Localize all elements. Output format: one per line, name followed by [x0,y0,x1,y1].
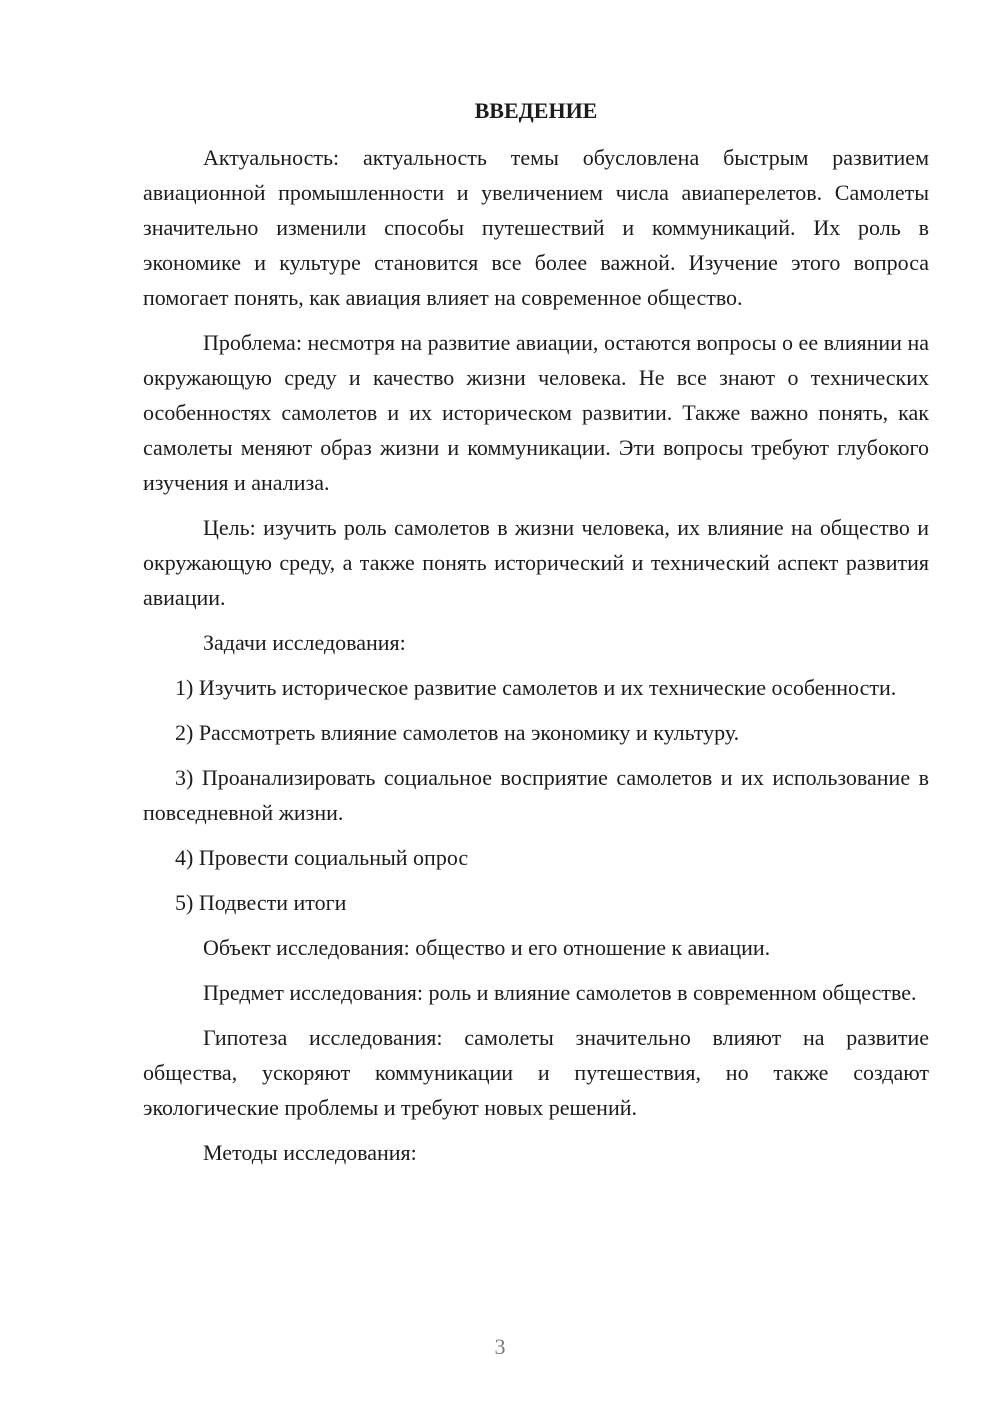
problem-paragraph: Проблема: несмотря на развитие авиации, остаются вопросы о ее влиянии на окружающую среду и качество жизни человека. Не все знают о технических особенностях самолетов и их историческом развитии. Также важно понять, как самолеты меняют образ жизни и коммуникации. Эти вопросы требуют глубокого изучения и анализа. [143,330,929,495]
subject-paragraph: Предмет исследования: роль и влияние самолетов в современном обществе. [203,980,917,1005]
document-page [143,95,929,1180]
task-item: 2) Рассмотреть влияние самолетов на экономику и культуру. [175,720,740,745]
goal-paragraph: Цель: изучить роль самолетов в жизни человека, их влияние на общество и окружающую среду, а также понять исторический и технический аспект развития авиации. [143,515,929,610]
tasks-heading: Задачи исследования: [203,630,406,655]
page-number: 3 [494,1334,506,1359]
task-item: 1) Изучить историческое развитие самолетов и их технические особенности. [175,675,897,700]
task-item: 5) Подвести итоги [175,890,347,915]
hypothesis-paragraph: Гипотеза исследования: самолеты значительно влияют на развитие общества, ускоряют коммуникации и путешествия, но также создают экологические проблемы и требуют новых решений. [143,1025,929,1120]
tasks-list [143,670,929,920]
task-item: 4) Провести социальный опрос [175,845,469,870]
section-title: ВВЕДЕНИЕ [474,98,598,123]
relevance-paragraph: Актуальность: актуальность темы обусловлена быстрым развитием авиационной промышленности и увеличением числа авиаперелетов. Самолеты значительно изменили способы путешествий и коммуникаций. Их роль в экономике и культуре становится все более важной. Изучение этого вопроса помогает понять, как авиация влияет на современное общество. [143,145,929,310]
object-paragraph: Объект исследования: общество и его отношение к авиации. [203,935,771,960]
methods-heading: Методы исследования: [203,1140,417,1165]
task-item: 3) Проанализировать социальное восприятие самолетов и их использование в повседневной жизни. [143,765,929,825]
